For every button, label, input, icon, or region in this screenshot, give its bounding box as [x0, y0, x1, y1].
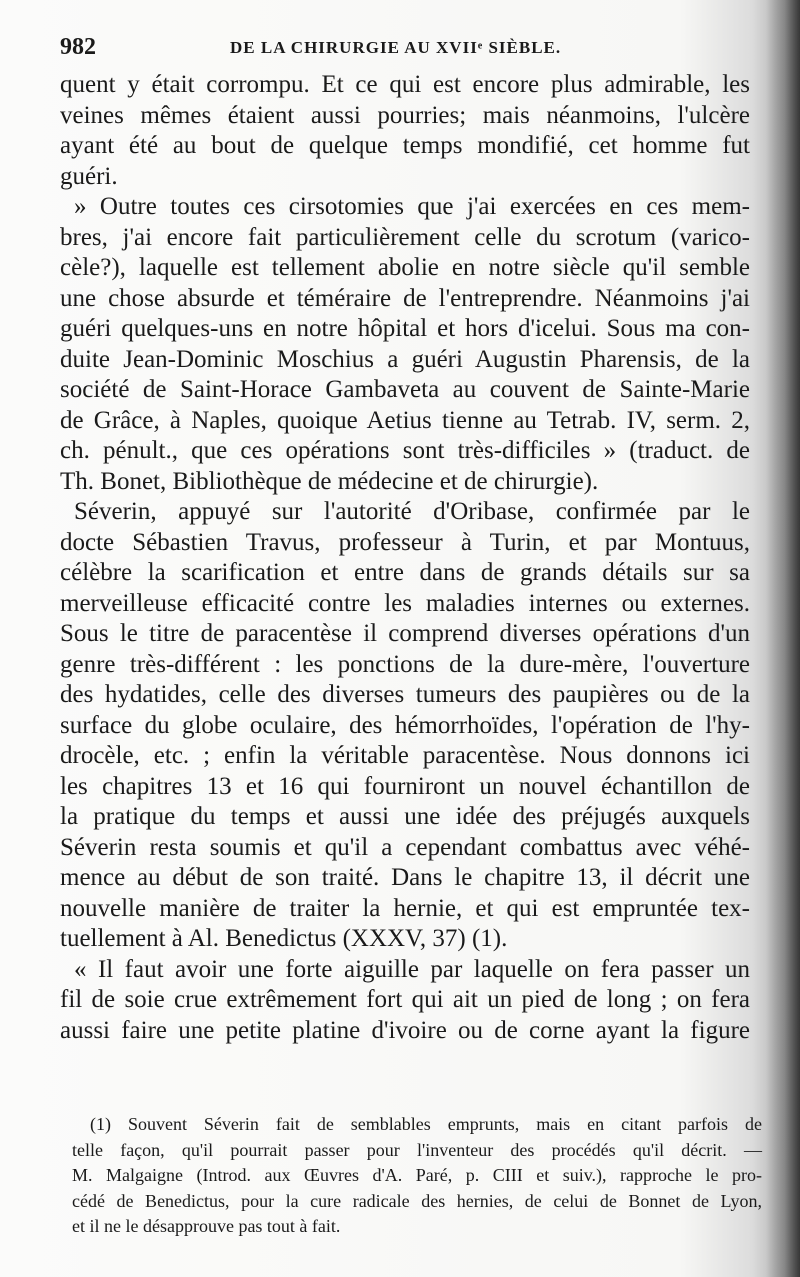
running-head: DE LA CHIRURGIE AU XVIIᵉ SIÈBLE.: [230, 38, 562, 57]
body-line: surface du globe oculaire, des hémorrhoïdes, l'opération de l'hy-: [60, 711, 750, 739]
body-line: tuellement à Al. Benedictus (XXXV, 37) (1).: [60, 925, 508, 952]
body-line: drocèle, etc. ; enfin la véritable paracentèse. Nous donnons ici: [60, 742, 750, 769]
page-header: [60, 30, 750, 66]
body-line: guéri.: [60, 162, 118, 190]
body-line: la pratique du temps et aussi une idée des préjugés auxquels: [60, 803, 750, 830]
page-number: 982: [60, 34, 96, 60]
body-line: Séverin, appuyé sur l'autorité d'Oribase, confirmée par le: [74, 498, 750, 525]
body-line: « Il faut avoir une forte aiguille par laquelle on fera passer un: [74, 955, 750, 983]
body-line: genre très-différent : les ponctions de la dure-mère, l'ouverture: [60, 650, 750, 678]
body-line: » Outre toutes ces cirsotomies que j'ai exercées en ces mem-: [74, 193, 750, 220]
body-line: de Grâce, à Naples, quoique Aetius tienne au Tetrab. IV, serm. 2,: [60, 406, 750, 434]
body-line: veines mêmes étaient aussi pourries; mais néanmoins, l'ulcère: [60, 101, 750, 129]
body-line: nouvelle manière de traiter la hernie, et qui est empruntée tex-: [60, 894, 750, 922]
body-line: des hydatides, celle des diverses tumeurs des paupières ou de la: [60, 681, 750, 708]
body-line: Séverin resta soumis et qu'il a cependant combattus avec véhé-: [60, 833, 750, 861]
body-line: célèbre la scarification et entre dans de grands détails sur sa: [60, 559, 750, 586]
body-line: merveilleuse efficacité contre les maladies internes ou externes.: [60, 589, 750, 617]
footnote-line: et il ne le désapprouve pas tout à fait.: [72, 1216, 341, 1236]
footnote: [72, 1112, 762, 1240]
body-line: aussi faire une petite platine d'ivoire ou de corne ayant la figure: [60, 1016, 750, 1044]
body-line: une chose absurde et téméraire de l'entreprendre. Néanmoins j'ai: [60, 284, 750, 312]
body-line: docte Sébastien Travus, professeur à Turin, et par Montuus,: [60, 528, 750, 556]
body-line: les chapitres 13 et 16 qui fourniront un nouvel échantillon de: [60, 772, 750, 800]
body-line: fil de soie crue extrêmement fort qui ait un pied de long ; on fera: [60, 986, 750, 1013]
body-line: ch. pénult., que ces opérations sont très-difficiles » (traduct. de: [60, 437, 750, 464]
page-gutter-shadow: [766, 0, 800, 1277]
body-line: quent y était corrompu. Et ce qui est encore plus admirable, les: [60, 71, 750, 98]
body-line: guéri quelques-uns en notre hôpital et hors d'icelui. Sous ma con-: [60, 315, 750, 342]
body-line: cèle?), laquelle est tellement abolie en notre siècle qu'il semble: [60, 254, 750, 281]
body-line: Th. Bonet, Bibliothèque de médecine et de chirurgie).: [60, 467, 599, 495]
body-line: Sous le titre de paracentèse il comprend diverses opérations d'un: [60, 620, 750, 647]
body-line: duite Jean-Dominic Moschius a guéri Augustin Pharensis, de la: [60, 345, 750, 373]
body-text: [60, 70, 750, 1046]
body-line: bres, j'ai encore fait particulièrement celle du scrotum (varico-: [60, 223, 750, 251]
footnote-line: telle façon, qu'il pourrait passer pour l'inventeur des procédés qu'il décrit. —: [72, 1139, 762, 1160]
footnote-line: (1) Souvent Séverin fait de semblables emprunts, mais en citant parfois de: [90, 1114, 762, 1134]
footnote-line: cédé de Benedictus, pour la cure radicale des hernies, de celui de Bonnet de Lyon,: [72, 1190, 762, 1211]
body-line: ayant été au bout de quelque temps mondifié, cet homme fut: [60, 132, 750, 159]
body-line: mence au début de son traité. Dans le chapitre 13, il décrit une: [60, 864, 750, 891]
footnote-line: M. Malgaigne (Introd. aux Œuvres d'A. Paré, p. CIII et suiv.), rapproche le pro-: [72, 1165, 762, 1185]
body-line: société de Saint-Horace Gambaveta au couvent de Sainte-Marie: [60, 376, 750, 403]
